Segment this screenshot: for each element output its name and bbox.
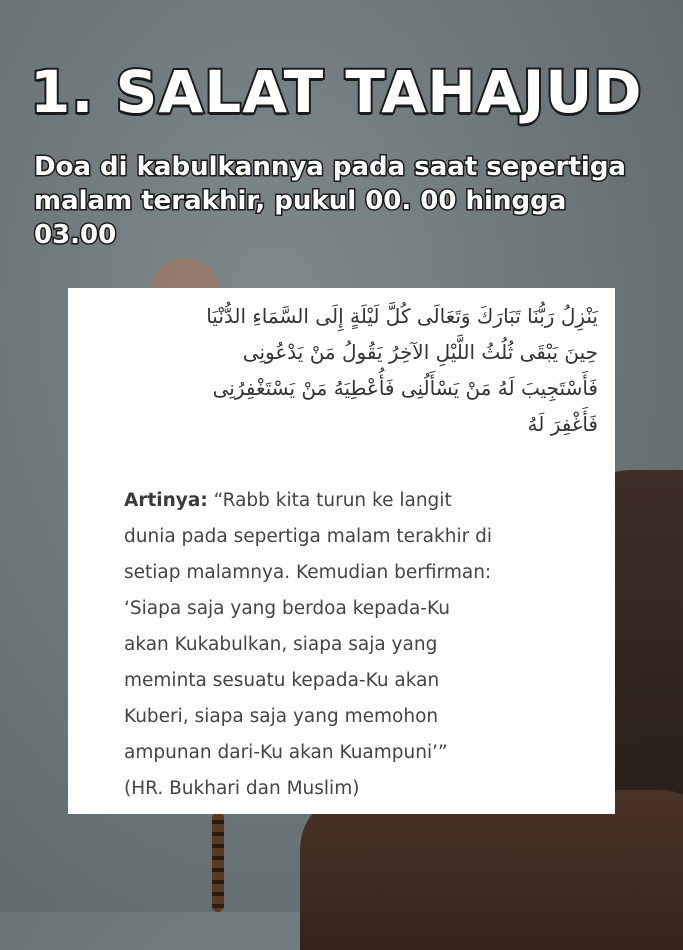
translation-line: akan Kukabulkan, siapa saja yang [124,634,438,655]
translation-label: Artinya: [124,490,208,511]
translation-line: Kuberi, siapa saja yang memohon [124,706,439,727]
translation-line: meminta sesuatu kepada-Ku akan [124,670,440,691]
background-cloth-lower [300,790,683,950]
arabic-line: يَنْزِلُ رَبُّنَا تَبَارَكَ وَتَعَالَى كُلَّ لَيْلَةٍ إِلَى السَّمَاءِ الدُّنْيَا [206,304,598,328]
translation-line: dunia pada sepertiga malam terakhir di [124,526,492,547]
arabic-text [128,298,598,442]
translation-first-line: “Rabb kita turun ke langit [207,490,452,511]
arabic-line: فَأَغْفِرَ لَهُ [527,412,598,436]
arabic-line: حِينَ يَبْقَى ثُلُثُ اللَّيْلِ الآخِرُ يَقُولُ مَنْ يَدْعُونِى [242,340,598,364]
prayer-beads [212,812,224,912]
translation-line [124,483,594,519]
translation-text [124,483,594,807]
translation-line: ampunan dari-Ku akan Kuampuni’” [124,742,448,763]
translation-line: ‘Siapa saja yang berdoa kepada-Ku [124,598,450,619]
arabic-line: فَأَسْتَجِيبَ لَهُ مَنْ يَسْأَلُنِى فَأُعْطِيَهُ مَنْ يَسْتَغْفِرُنِى [212,376,598,400]
page-title: 1. SALAT TAHAJUD [30,58,643,126]
hadith-card [68,288,615,814]
page-subtitle: Doa di kabulkannya pada saat sepertiga malam terakhir, pukul 00. 00 hingga 03.00 [34,152,626,250]
translation-line: setiap malamnya. Kemudian berfirman: [124,562,492,583]
translation-source: (HR. Bukhari dan Muslim) [124,778,360,799]
